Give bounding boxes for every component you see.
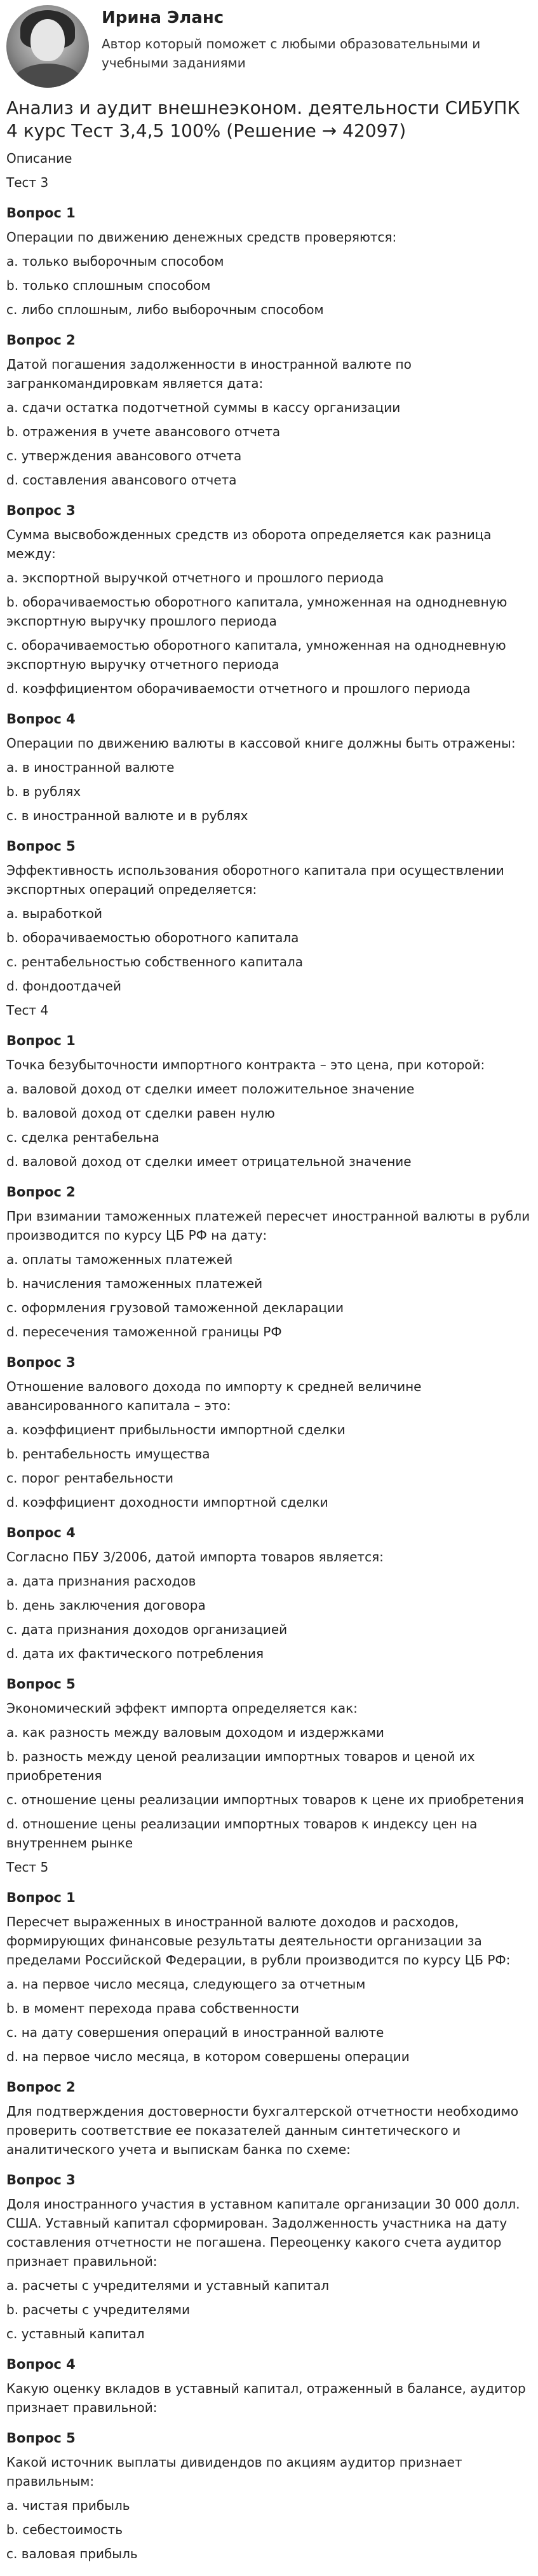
answer-option: a. оплаты таможенных платежей	[6, 1252, 233, 1267]
question-text: Эффективность использования оборотного капитала при осуществлении экспортных операций определяется:	[6, 863, 504, 897]
question-heading: Вопрос 1	[6, 1890, 76, 1905]
question-text: Для подтверждения достоверности бухгалтерской отчетности необходимо проверить соответствие ее показателей данным синтетического и аналитического учета и выпискам банка по схеме:	[6, 2104, 519, 2157]
question-heading: Вопрос 2	[6, 2079, 76, 2095]
question-heading: Вопрос 4	[6, 1525, 76, 1540]
answer-option: b. оборачиваемостью оборотного капитала	[6, 930, 299, 945]
author-name-link[interactable]: Ирина Эланс	[102, 8, 224, 27]
answer-option: a. валовой доход от сделки имеет положительное значение	[6, 1081, 415, 1097]
answer-option: c. оформления грузовой таможенной декларации	[6, 1300, 344, 1315]
question-heading: Вопрос 1	[6, 205, 76, 221]
answer-option: c. в иностранной валюте и в рублях	[6, 808, 248, 823]
answer-option: c. дата признания доходов организацией	[6, 1622, 288, 1637]
question-text: Сумма высвобожденных средств из оборота определяется как разница между:	[6, 527, 492, 561]
question-heading: Вопрос 2	[6, 1184, 76, 1200]
question-heading: Вопрос 3	[6, 503, 76, 518]
answer-option: d. фондоотдачей	[6, 978, 121, 994]
answer-option: a. чистая прибыль	[6, 2498, 130, 2513]
author-card	[6, 5, 532, 88]
answer-option: c. отношение цены реализации импортных товаров к цене их приобретения	[6, 1792, 524, 1807]
answer-option: b. отражения в учете авансового отчета	[6, 424, 281, 439]
answer-option: b. в рублях	[6, 784, 81, 799]
question-heading: Вопрос 4	[6, 711, 76, 727]
answer-option: b. расчеты с учредителями	[6, 2302, 190, 2317]
question-heading: Вопрос 3	[6, 2172, 76, 2188]
test-label: Тест 4	[6, 1003, 49, 1018]
question-text: При взимании таможенных платежей пересчет иностранной валюты в рубли производится по курсу ЦБ РФ на дату:	[6, 1209, 530, 1243]
question-text: Какую оценку вкладов в уставный капитал, отраженный в балансе, аудитор признает правильной:	[6, 2381, 526, 2415]
question-text: Операции по движению денежных средств проверяются:	[6, 230, 397, 245]
author-info	[89, 5, 508, 72]
question-heading: Вопрос 5	[6, 839, 76, 854]
answer-option: a. на первое число месяца, следующего за отчетным	[6, 1977, 366, 1992]
answer-option: a. как разность между валовым доходом и издержками	[6, 1725, 384, 1740]
answer-option: b. начисления таможенных платежей	[6, 1276, 263, 1291]
author-description: Автор который поможет с любыми образовательными и учебными заданиями	[102, 36, 481, 71]
test-label: Тест 5	[6, 1860, 49, 1875]
answer-option: c. либо сплошным, либо выборочным способом	[6, 302, 324, 317]
answer-option: d. пересечения таможенной границы РФ	[6, 1324, 282, 1339]
answer-option: c. утверждения авансового отчета	[6, 448, 242, 463]
question-heading: Вопрос 5	[6, 2430, 76, 2446]
question-text: Доля иностранного участия в уставном капитале организации 30 000 долл. США. Уставный капитал сформирован. Задолженность участника на дату составления отчетности не погашена. Переоценку какого счета аудитор признает правильной:	[6, 2196, 520, 2269]
tests-container	[6, 173, 532, 2563]
question-heading: Вопрос 4	[6, 2357, 76, 2372]
answer-option: d. валовой доход от сделки имеет отрицательной значение	[6, 1154, 412, 1169]
answer-option: a. расчеты с учредителями и уставный капитал	[6, 2278, 330, 2293]
answer-option: d. дата их фактического потребления	[6, 1646, 264, 1661]
question-text: Точка безубыточности импортного контракта – это цена, при которой:	[6, 1057, 485, 1072]
answer-option: c. на дату совершения операций в иностранной валюте	[6, 2025, 384, 2040]
answer-option: c. уставный капитал	[6, 2326, 145, 2341]
answer-option: b. в момент перехода права собственности	[6, 2001, 300, 2016]
question-text: Операции по движению валюты в кассовой книге должны быть отражены:	[6, 736, 516, 751]
answer-option: c. порог рентабельности	[6, 1470, 173, 1486]
question-text: Согласно ПБУ 3/2006, датой импорта товаров является:	[6, 1549, 384, 1565]
answer-option: b. оборачиваемостью оборотного капитала, умноженная на однодневную экспортную выручку прошлого периода	[6, 594, 508, 629]
description-label: Описание	[6, 151, 72, 166]
question-heading: Вопрос 1	[6, 1033, 76, 1048]
answer-option: c. валовая прибыль	[6, 2546, 138, 2561]
test-label: Тест 3	[6, 175, 49, 190]
answer-option: d. коэффициентом оборачиваемости отчетного и прошлого периода	[6, 681, 471, 696]
question-text: Какой источник выплаты дивидендов по акциям аудитор признает правильным:	[6, 2455, 462, 2489]
answer-option: b. разность между ценой реализации импортных товаров и ценой их приобретения	[6, 1749, 475, 1783]
question-text: Экономический эффект импорта определяется как:	[6, 1701, 358, 1716]
answer-option: c. оборачиваемостью оборотного капитала, умноженная на однодневную экспортную выручку отчетного периода	[6, 638, 506, 672]
answer-option: c. рентабельностью собственного капитала	[6, 954, 303, 969]
answer-option: b. валовой доход от сделки равен нулю	[6, 1106, 275, 1121]
question-heading: Вопрос 3	[6, 1355, 76, 1370]
answer-option: d. отношение цены реализации импортных товаров к индексу цен на внутреннем рынке	[6, 1816, 478, 1851]
answer-option: d. коэффициент доходности импортной сделки	[6, 1495, 328, 1510]
answer-option: a. коэффициент прибыльности импортной сделки	[6, 1422, 346, 1437]
answer-option: a. экспортной выручкой отчетного и прошлого периода	[6, 570, 384, 586]
question-heading: Вопрос 5	[6, 1676, 76, 1692]
answer-option: a. сдачи остатка подотчетной суммы в кассу организации	[6, 400, 401, 415]
answer-option: b. себестоимость	[6, 2522, 123, 2537]
question-text: Отношение валового дохода по импорту к средней величине авансированного капитала – это:	[6, 1379, 422, 1413]
question-text: Датой погашения задолженности в иностранной валюте по загранкомандировкам является дата:	[6, 357, 412, 391]
answer-option: a. выработкой	[6, 906, 103, 921]
answer-option: b. рентабельность имущества	[6, 1446, 210, 1462]
answer-option: a. дата признания расходов	[6, 1573, 196, 1589]
author-avatar[interactable]	[6, 5, 89, 88]
answer-option: d. составления авансового отчета	[6, 472, 237, 488]
question-heading: Вопрос 2	[6, 332, 76, 348]
answer-option: b. день заключения договора	[6, 1598, 206, 1613]
answer-option: b. только сплошным способом	[6, 278, 211, 293]
question-text: Пересчет выраженных в иностранной валюте доходов и расходов, формирующих финансовые результаты деятельности организации за пределами Российской Федерации, в рубли производится по курсу ЦБ РФ:	[6, 1914, 511, 1968]
answer-option: a. в иностранной валюте	[6, 760, 175, 775]
answer-option: a. только выборочным способом	[6, 254, 224, 269]
answer-option: c. сделка рентабельна	[6, 1130, 159, 1145]
answer-option: d. на первое число месяца, в котором совершены операции	[6, 2049, 410, 2064]
page-title: Анализ и аудит внешнеэконом. деятельности СИБУПК 4 курс Тест 3,4,5 100% (Решение → 42097)	[6, 97, 520, 141]
